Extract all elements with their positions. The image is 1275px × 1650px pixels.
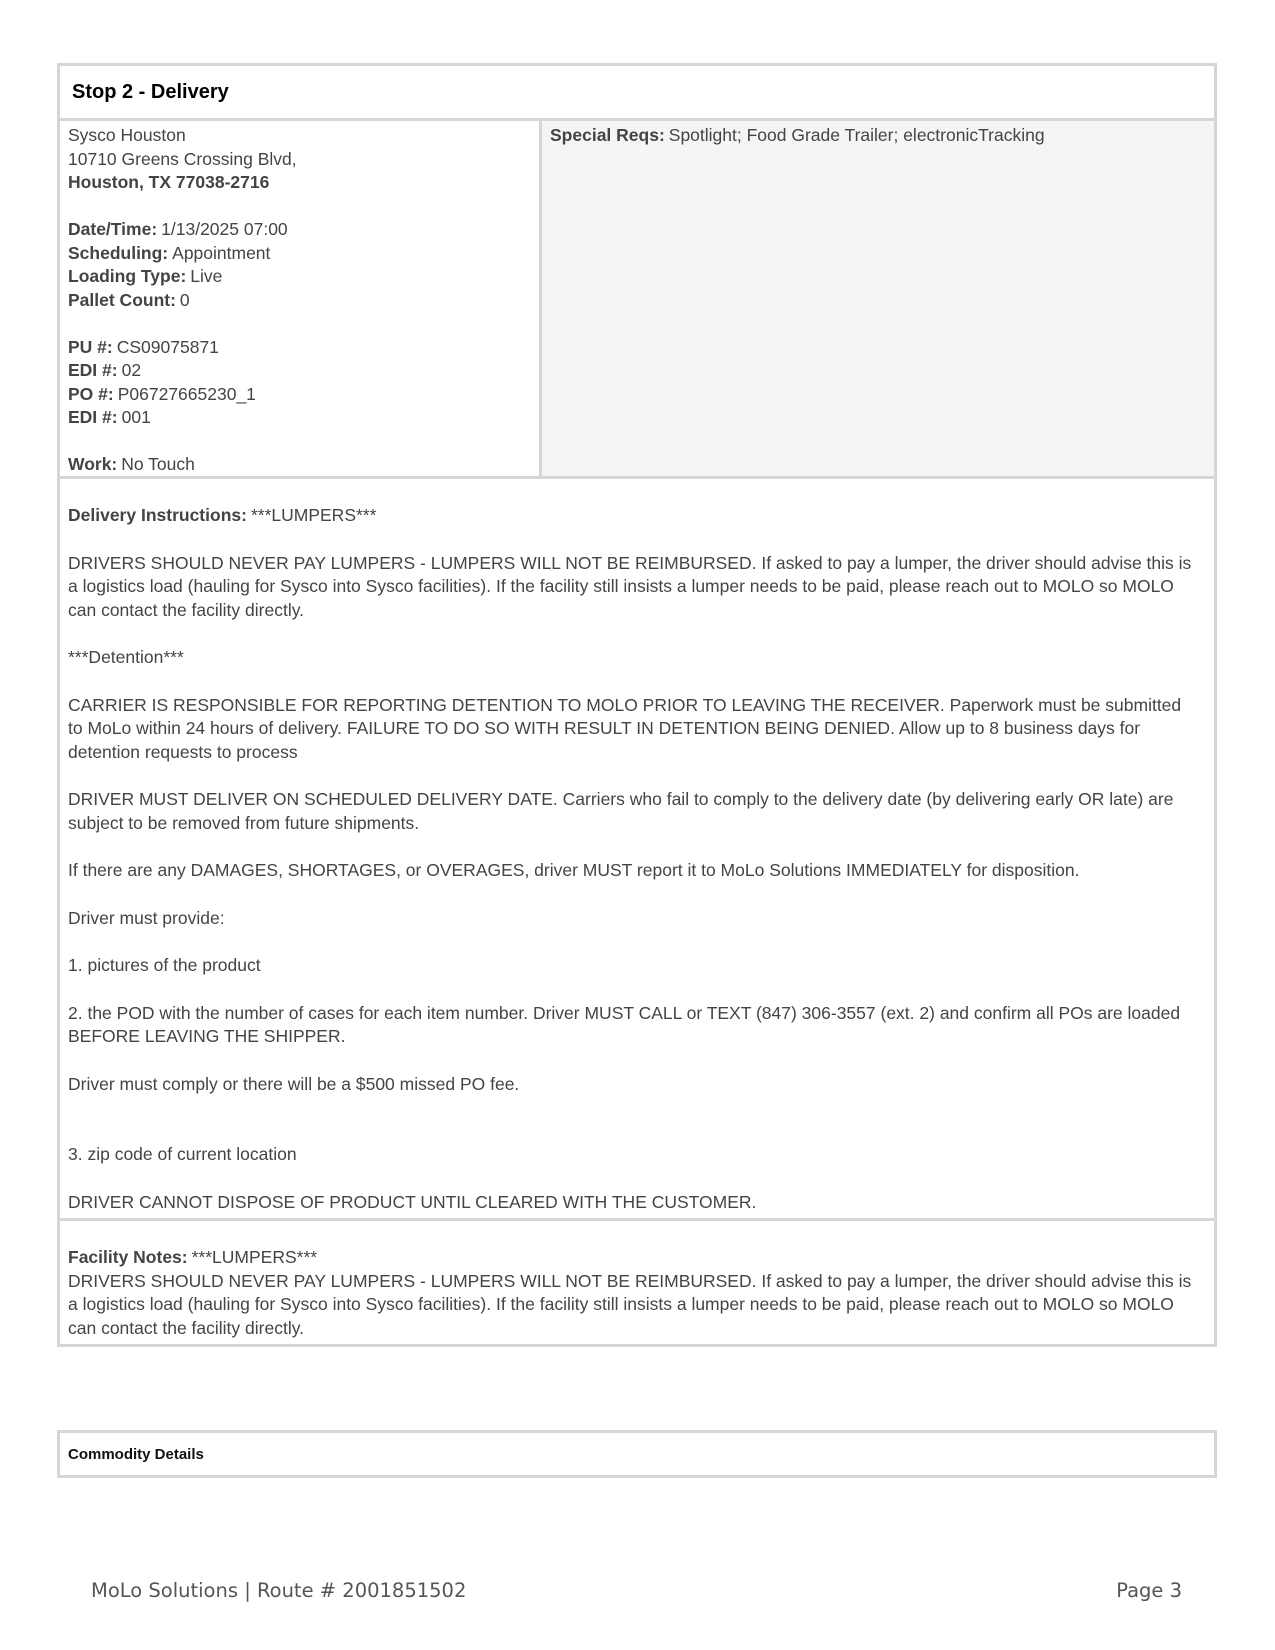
- commodity-details-header: Commodity Details: [57, 1430, 1217, 1478]
- instructions-paragraph: ***Detention***: [68, 647, 184, 667]
- instructions-label: Delivery Instructions:: [68, 505, 247, 525]
- pallet-count-label: Pallet Count:: [68, 289, 176, 310]
- instructions-paragraph: Driver must comply or there will be a $500 missed PO fee.: [68, 1073, 520, 1094]
- footer-route: MoLo Solutions | Route # 2001851502: [91, 1579, 467, 1602]
- edi-number-label-2: EDI #:: [68, 407, 118, 427]
- special-reqs-value: Spotlight; Food Grade Trailer; electronicTracking: [668, 125, 1045, 145]
- delivery-instructions: [60, 479, 1214, 1221]
- instructions-paragraph: CARRIER IS RESPONSIBLE FOR REPORTING DETENTION TO MOLO PRIOR TO LEAVING THE RECEIVER. Paperwork must be submitted to MoLo within 24 hours of delivery. FAILURE TO DO SO WITH RESULT IN DETENTION BEING DENIED. Allow up to 8 business days for detention requests to process: [68, 694, 1182, 762]
- stop-info-row: [60, 121, 1214, 479]
- po-number-value: P06727665230_1: [117, 383, 256, 404]
- po-number-field: [68, 383, 531, 407]
- datetime-field: [68, 218, 531, 242]
- instructions-paragraph: DRIVER MUST DELIVER ON SCHEDULED DELIVERY DATE. Carriers who fail to comply to the delivery date (by delivering early OR late) are subject to be removed from future shipments.: [68, 789, 1174, 833]
- edi-number-field-2: [68, 406, 531, 430]
- po-number-label: PO #:: [68, 383, 114, 404]
- loading-type-value: Live: [190, 266, 223, 286]
- special-requirements: [542, 121, 1214, 476]
- instructions-heading: [68, 504, 1200, 528]
- instructions-paragraph: 3. zip code of current location: [68, 1144, 297, 1164]
- scheduling-label: Scheduling:: [68, 242, 169, 263]
- stop-details: [60, 121, 542, 476]
- facility-notes-text: DRIVERS SHOULD NEVER PAY LUMPERS - LUMPERS WILL NOT BE REIMBURSED. If asked to pay a lumper, the driver should advise this is a logistics load (hauling for Sysco into Sysco facilities). If the facility still insists a lumper needs to be paid, please reach out to MOLO so MOLO can contact the facility directly.: [68, 1270, 1192, 1338]
- work-field: [68, 453, 531, 477]
- edi-number-value-2: 001: [121, 407, 151, 427]
- stop-title: Stop 2 - Delivery: [60, 66, 1214, 121]
- facility-notes-heading-value: ***LUMPERS***: [191, 1247, 318, 1267]
- facility-notes-heading: [68, 1246, 1200, 1270]
- instructions-paragraph: 1. pictures of the product: [68, 955, 261, 975]
- work-value: No Touch: [121, 454, 195, 474]
- footer-page-number: Page 3: [1116, 1579, 1182, 1602]
- instructions-paragraph: DRIVER CANNOT DISPOSE OF PRODUCT UNTIL CLEARED WITH THE CUSTOMER.: [68, 1191, 757, 1212]
- stop-section: [57, 63, 1217, 1347]
- pu-number-field: [68, 336, 531, 360]
- edi-number-value: 02: [121, 360, 142, 380]
- instructions-paragraph: DRIVERS SHOULD NEVER PAY LUMPERS - LUMPERS WILL NOT BE REIMBURSED. If asked to pay a lumper, the driver should advise this is a logistics load (hauling for Sysco into Sysco facilities). If the facility still insists a lumper needs to be paid, please reach out to MOLO so MOLO can contact the facility directly.: [68, 552, 1192, 620]
- instructions-paragraph: Driver must provide:: [68, 907, 225, 928]
- work-label: Work:: [68, 454, 118, 474]
- loading-type-field: [68, 265, 531, 289]
- instructions-heading-value: ***LUMPERS***: [250, 505, 377, 525]
- pallet-count-field: [68, 289, 531, 313]
- instructions-paragraph: 2. the POD with the number of cases for each item number. Driver MUST CALL or TEXT (847) 306-3557 (ext. 2) and confirm all POs are loaded BEFORE LEAVING THE SHIPPER.: [68, 1002, 1181, 1046]
- pu-number-value: CS09075871: [116, 336, 219, 357]
- scheduling-value: Appointment: [172, 242, 271, 263]
- special-reqs-label: Special Reqs:: [550, 125, 665, 145]
- address-line1: 10710 Greens Crossing Blvd,: [68, 148, 297, 169]
- facility-notes: [60, 1221, 1214, 1344]
- pallet-count-value: 0: [179, 289, 190, 310]
- loading-type-label: Loading Type:: [68, 266, 187, 286]
- facility-notes-label: Facility Notes:: [68, 1247, 188, 1267]
- special-reqs-field: [550, 124, 1206, 148]
- scheduling-field: [68, 242, 531, 266]
- facility-name: Sysco Houston: [68, 125, 186, 145]
- edi-number-label: EDI #:: [68, 360, 118, 380]
- edi-number-field: [68, 359, 531, 383]
- datetime-label: Date/Time:: [68, 219, 158, 239]
- datetime-value: 1/13/2025 07:00: [161, 219, 288, 239]
- pu-number-label: PU #:: [68, 336, 113, 357]
- address-line2: Houston, TX 77038-2716: [68, 172, 270, 192]
- instructions-paragraph: If there are any DAMAGES, SHORTAGES, or OVERAGES, driver MUST report it to MoLo Solutions IMMEDIATELY for disposition.: [68, 860, 1080, 880]
